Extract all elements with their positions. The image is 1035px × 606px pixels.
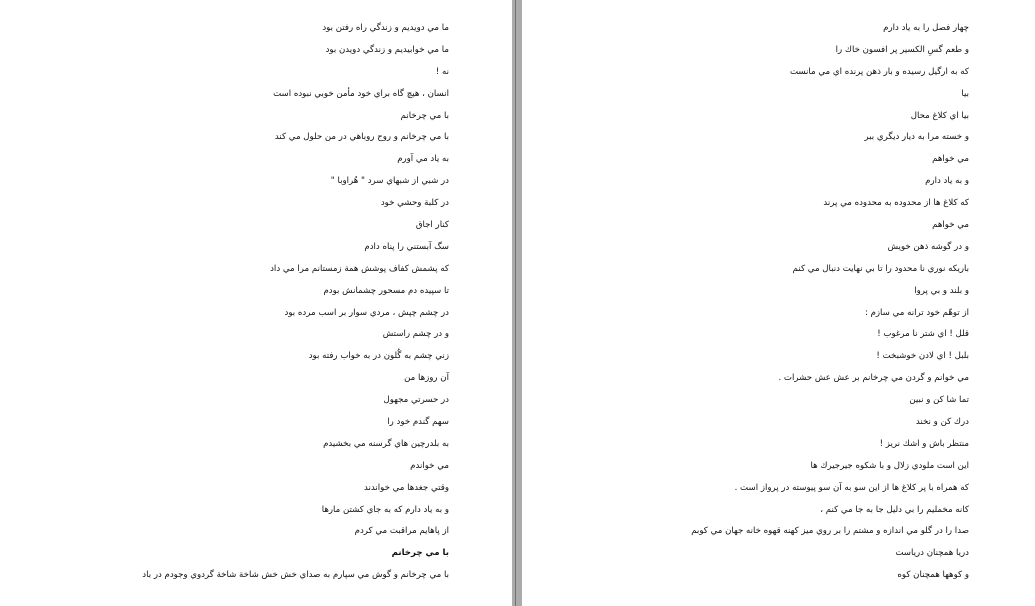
poem-line: و در چشم راستش	[382, 329, 449, 340]
poem-line: كه همراه با پر كلاغ ها از اين سو به آن سو پيوسته در پرواز است .	[734, 482, 969, 493]
poem-line: در شبي از شبهاي سرد " هُراوبا "	[330, 176, 449, 187]
poem-line: و خسته مرا به ديار ديگري ببر	[864, 132, 969, 143]
poem-line: سهم گندم خود را	[387, 417, 449, 428]
poem-line: كنار اجاق	[415, 220, 449, 231]
poem-line: باريكه نوري نا محدود را تا بي نهايت دنبال مي كنم	[792, 263, 969, 274]
poem-line: مي خواندم	[410, 460, 449, 471]
poem-line: با مي چرخانم و روح روباهي در من حلول مي كند	[274, 132, 449, 143]
poem-line: مي خواهم	[932, 220, 969, 231]
poem-line: سگ آبستني را پناه دادم	[364, 241, 449, 252]
poem-line: و طعم گسِ الكسير پر افسون خاك را	[835, 44, 969, 55]
poem-line: ما مي دويديم و زندگي راه رفتن بود	[322, 23, 449, 33]
poem-line: مي خوانم و گردن مي چرخانم بر عش عش حشرات .	[778, 373, 969, 384]
left-page-text	[29, 17, 449, 586]
poem-line: و كوهها همچنان كوه	[897, 570, 969, 581]
poem-line: با مي چرخانم	[400, 110, 449, 121]
poem-line: بيا	[961, 88, 969, 99]
poem-line: بيا اي كلاغ محال	[910, 110, 969, 121]
poem-line: بلبل ! اي لادن خوشبخت !	[876, 351, 969, 362]
poem-line: نه !	[435, 66, 449, 77]
poem-line: در حسرتي مجهول	[383, 395, 449, 406]
poem-line: به بلدرچين هاي گرسنه مي بخشيدم	[323, 438, 449, 449]
page-gutter	[512, 0, 522, 606]
poem-line: تا سپيده دم مسحور چشمانش بودم	[323, 285, 449, 296]
poem-line: با مي چرخانم	[391, 548, 449, 559]
poem-line: در كلبة وحشي خود	[380, 198, 449, 209]
poem-line: ما مي خوابيديم و زندگي دويدن بود	[325, 44, 449, 55]
poem-line: درك كن و نخند	[915, 417, 969, 428]
poem-line: منتظر باش و اشك نريز !	[879, 438, 969, 449]
poem-line: كانه مخمليم را بي دليل جا به جا مي كنم ،	[820, 504, 969, 515]
poem-line: و به ياد دارم	[925, 176, 969, 187]
right-page-text	[549, 17, 969, 586]
poem-line: كه به ارگيل رسيده و بار ذهن پرنده اي مي مانست	[789, 66, 969, 77]
poem-line: مي خواهم	[932, 154, 969, 165]
poem-line: اين است ملودي زلال و با شكوه جيرجيرك ها	[810, 460, 969, 471]
page-divider	[515, 0, 516, 606]
poem-line: به ياد مي آورم	[397, 154, 449, 165]
left-page	[0, 0, 512, 606]
poem-line: صدا را در گلو مي اندازه و مشتم را بر روي ميز كهنه قهوه خانه جهان مي كوبم	[691, 526, 969, 537]
poem-line: و در گوشه ذهن خويش	[887, 241, 969, 252]
poem-line: كه پشمش كفاف پوشش همة زمستانم مرا مي داد	[270, 263, 449, 274]
poem-line: وقتي جغدها مي خواندند	[363, 482, 449, 493]
poem-line: در چشم چپش ، مردي سوار بر اسب مرده بود	[284, 307, 449, 318]
poem-line: قلل ! اي شتر نا مرغوب !	[877, 329, 969, 340]
poem-line: از توهّم خود ترانه مي سازم :	[864, 307, 969, 318]
poem-line: آن روزها من	[404, 373, 449, 384]
poem-line: انسان ، هيچ گاه براي خود مأمن خوبي نبوده است	[273, 88, 449, 99]
poem-line: و بلند و بي پروا	[914, 285, 969, 296]
poem-line: چهار فصل را به ياد دارم	[883, 23, 969, 33]
poem-line: از پاهايم مراقبت مي كردم	[354, 526, 449, 537]
poem-line: زني چشم به گُلون در به خواب رفته بود	[308, 351, 449, 362]
poem-line: كه كلاغ ها از محدوده به محدوده مي پرند	[823, 198, 969, 209]
poem-line: تما شا كن و نبين	[909, 395, 969, 406]
poem-line: و به ياد دارم كه به جاي كشتن مارها	[321, 504, 449, 515]
poem-line: با مي چرخانم و گوش مي سپارم به صداي خش خش شاخة شاخة گردوي وجودم در باد	[142, 570, 449, 581]
poem-line: دريا همچنان درياست	[895, 548, 969, 559]
right-page	[522, 0, 1035, 606]
